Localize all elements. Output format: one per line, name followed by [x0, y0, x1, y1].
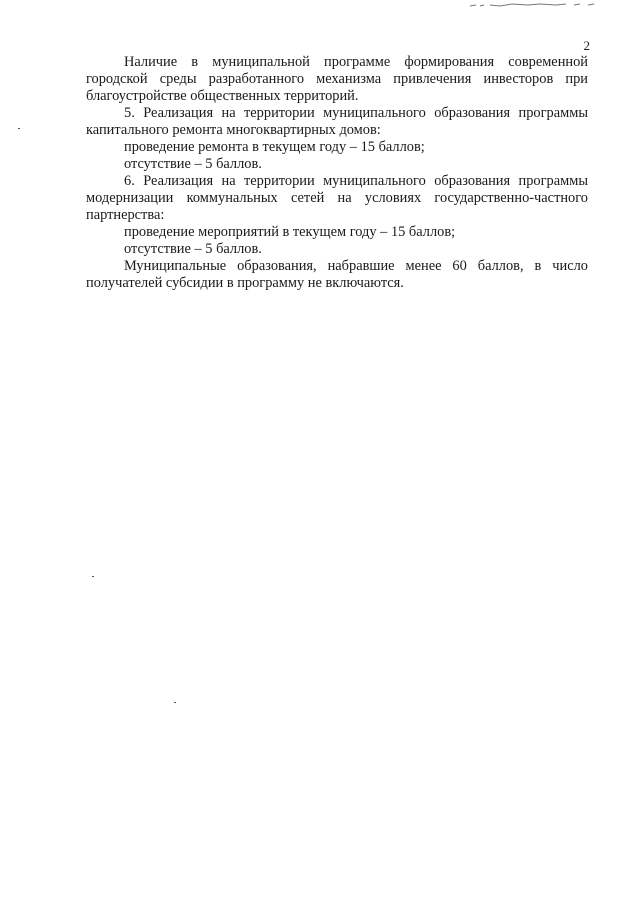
scan-speck [92, 576, 94, 577]
page-number: 2 [583, 38, 590, 53]
paragraph-exclusion: Муниципальные образования, набравшие менее 60 баллов, в число получателей субсидии в программу не включаются. [86, 258, 588, 291]
item-6-option-absent: отсутствие – 5 баллов. [124, 241, 262, 257]
item-6-option-measures: проведение мероприятий в текущем году – 15 баллов; [124, 224, 456, 240]
paragraph-investors: Наличие в муниципальной программе формирования современной городской среды разработанного механизма привлечения инвесторов при благоустройстве общественных территорий. [86, 54, 588, 104]
scan-speck [174, 702, 176, 703]
document-body [86, 54, 588, 292]
item-5-option-absent: отсутствие – 5 баллов. [124, 156, 262, 172]
scan-artifact-mark [470, 2, 600, 8]
paragraph-item-5: 5. Реализация на территории муниципального образования программы капитального ремонта многоквартирных домов: [86, 105, 588, 138]
paragraph-item-6: 6. Реализация на территории муниципального образования программы модернизации коммунальных сетей на условиях государственно-частного партнерства: [86, 173, 588, 223]
scan-speck [18, 128, 20, 129]
item-5-option-repair: проведение ремонта в текущем году – 15 баллов; [124, 139, 425, 155]
